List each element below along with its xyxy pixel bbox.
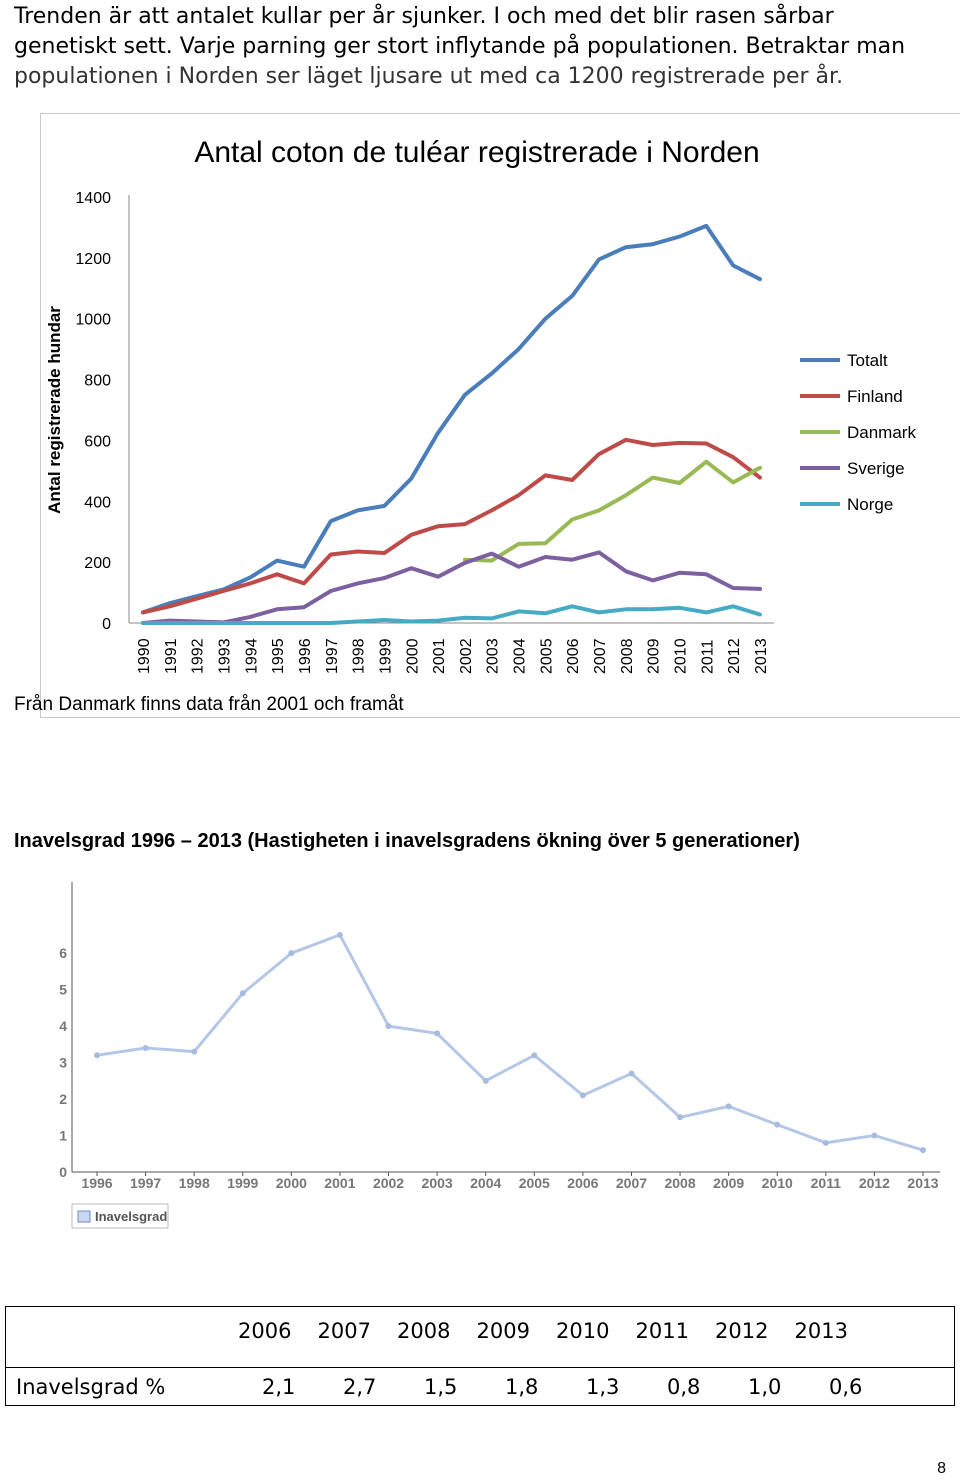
y-tick-label: 1000 (75, 311, 111, 329)
table-value-cell: 1,3 (586, 1375, 620, 1399)
data-point (774, 1122, 780, 1128)
x-tick-label: 2012 (858, 1175, 890, 1191)
data-point (434, 1030, 440, 1036)
table-value-cell: 1,5 (424, 1375, 458, 1399)
table-value-cell: 1,0 (748, 1375, 782, 1399)
x-tick-label: 1998 (178, 1175, 210, 1191)
x-tick-label: 1999 (377, 638, 395, 674)
data-point (191, 1049, 197, 1055)
data-point (677, 1114, 683, 1120)
legend-label: Finland (847, 387, 903, 406)
data-point (386, 1023, 392, 1029)
x-tick-label: 1995 (270, 638, 288, 674)
y-tick-label: 0 (59, 1164, 67, 1180)
y-tick-label: 3 (59, 1054, 67, 1071)
table-year-header: 2007 (317, 1319, 371, 1343)
x-tick-label: 1996 (81, 1175, 113, 1191)
y-tick-label: 1400 (75, 190, 111, 207)
table-year-header: 2012 (715, 1319, 769, 1343)
x-tick-label: 2001 (431, 638, 449, 674)
y-tick-label: 1 (59, 1127, 67, 1144)
x-tick-label: 2001 (324, 1175, 356, 1191)
data-point (94, 1052, 100, 1058)
inbreeding-section-title: Inavelsgrad 1996 – 2013 (Hastigheten i inavelsgradens ökning över 5 generationer) (14, 830, 800, 852)
x-tick-label: 2004 (511, 638, 529, 674)
data-point (240, 990, 246, 996)
x-tick-label: 2011 (810, 1175, 842, 1191)
x-tick-label: 1999 (227, 1175, 259, 1191)
x-tick-label: 1992 (189, 638, 207, 674)
x-tick-label: 2007 (592, 638, 610, 674)
x-tick-label: 2009 (645, 638, 663, 674)
x-tick-label: 2000 (404, 638, 422, 674)
y-tick-label: 600 (84, 433, 111, 451)
x-tick-label: 1991 (162, 638, 180, 674)
legend-label: Sverige (847, 459, 905, 478)
table-value-cell: 1,8 (505, 1375, 539, 1399)
series-line-totalt (143, 226, 760, 613)
y-tick-label: 4 (59, 1018, 67, 1035)
x-tick-label: 2003 (421, 1175, 453, 1191)
y-tick-label: 5 (59, 981, 67, 998)
legend-label: Norge (847, 495, 894, 514)
x-tick-label: 1998 (350, 638, 368, 674)
data-point (726, 1103, 732, 1109)
y-tick-label: 2 (59, 1091, 67, 1108)
x-tick-label: 2006 (567, 1175, 599, 1191)
legend-swatch (78, 1211, 90, 1222)
chart-title: Antal coton de tuléar registrerade i Norden (194, 136, 760, 169)
x-tick-label: 1996 (296, 638, 314, 674)
x-tick-label: 2005 (518, 1175, 550, 1191)
y-tick-label: 6 (59, 945, 67, 962)
table-divider (6, 1367, 954, 1368)
x-tick-label: 2005 (538, 638, 556, 674)
x-tick-label: 2002 (372, 1175, 405, 1191)
table-year-header: 2006 (238, 1319, 292, 1343)
x-tick-label: 1997 (323, 638, 341, 674)
series-line-danmark (465, 462, 760, 561)
x-tick-label: 2013 (753, 638, 770, 674)
intro-line: populationen i Norden ser läget ljusare ut med ca 1200 registrerade per år. (14, 64, 844, 89)
series-line-inavelsgrad (97, 935, 923, 1150)
table-year-header: 2009 (476, 1319, 530, 1343)
data-point (143, 1045, 149, 1051)
x-tick-label: 2011 (699, 639, 717, 674)
x-tick-label: 2009 (713, 1175, 745, 1191)
x-tick-label: 2003 (484, 638, 502, 674)
y-tick-label: 0 (102, 616, 111, 633)
denmark-data-note: Från Danmark finns data från 2001 och framåt (14, 694, 404, 715)
x-tick-label: 2007 (615, 1175, 648, 1191)
x-tick-label: 1997 (130, 1175, 162, 1191)
x-tick-label: 2008 (664, 1175, 696, 1191)
y-tick-label: 800 (84, 372, 111, 390)
table-value-cell: 0,6 (829, 1375, 863, 1399)
data-point (823, 1140, 829, 1146)
x-tick-label: 2008 (618, 638, 636, 674)
registrations-chart (0, 0, 960, 720)
intro-line: genetiskt sett. Varje parning ger stort inflytande på populationen. Betraktar man (14, 34, 906, 59)
x-tick-label: 2010 (761, 1175, 793, 1191)
inbreeding-table-row-label: Inavelsgrad % (16, 1375, 166, 1399)
x-tick-label: 2004 (470, 1175, 502, 1191)
x-tick-label: 2006 (565, 638, 583, 674)
page-number: 8 (937, 1460, 946, 1477)
x-tick-label: 1994 (243, 638, 261, 674)
data-point (920, 1147, 926, 1153)
intro-line: Trenden är att antalet kullar per år sjunker. I och med det blir rasen sårbar (14, 4, 834, 29)
y-tick-label: 1200 (75, 250, 111, 268)
x-tick-label: 1993 (216, 638, 234, 674)
x-tick-label: 2010 (672, 638, 690, 674)
series-line-finland (143, 440, 760, 613)
x-tick-label: 2002 (457, 638, 475, 674)
table-year-header: 2008 (397, 1319, 451, 1343)
inbreeding-table (5, 1306, 955, 1406)
table-year-header: 2011 (635, 1319, 689, 1343)
x-tick-label: 2012 (726, 638, 744, 674)
legend-label: Totalt (847, 351, 888, 370)
table-year-header: 2010 (556, 1319, 610, 1343)
legend-label: Inavelsgrad (95, 1209, 168, 1224)
data-point (628, 1071, 634, 1077)
x-tick-label: 2000 (275, 1175, 307, 1191)
data-point (580, 1092, 586, 1098)
inbreeding-chart (0, 870, 960, 1290)
table-value-cell: 2,1 (262, 1375, 296, 1399)
table-value-cell: 0,8 (667, 1375, 701, 1399)
x-tick-label: 1990 (136, 638, 153, 674)
y-axis-label: Antal registrerade hundar (45, 306, 64, 514)
y-tick-label: 400 (84, 494, 111, 512)
x-tick-label: 2013 (907, 1175, 939, 1191)
legend-label: Danmark (847, 423, 916, 442)
data-point (337, 932, 343, 938)
table-year-header: 2013 (794, 1319, 848, 1343)
data-point (531, 1052, 537, 1058)
y-tick-label: 200 (84, 555, 111, 573)
table-value-cell: 2,7 (343, 1375, 377, 1399)
data-point (483, 1078, 489, 1084)
data-point (871, 1133, 877, 1139)
data-point (288, 950, 294, 956)
